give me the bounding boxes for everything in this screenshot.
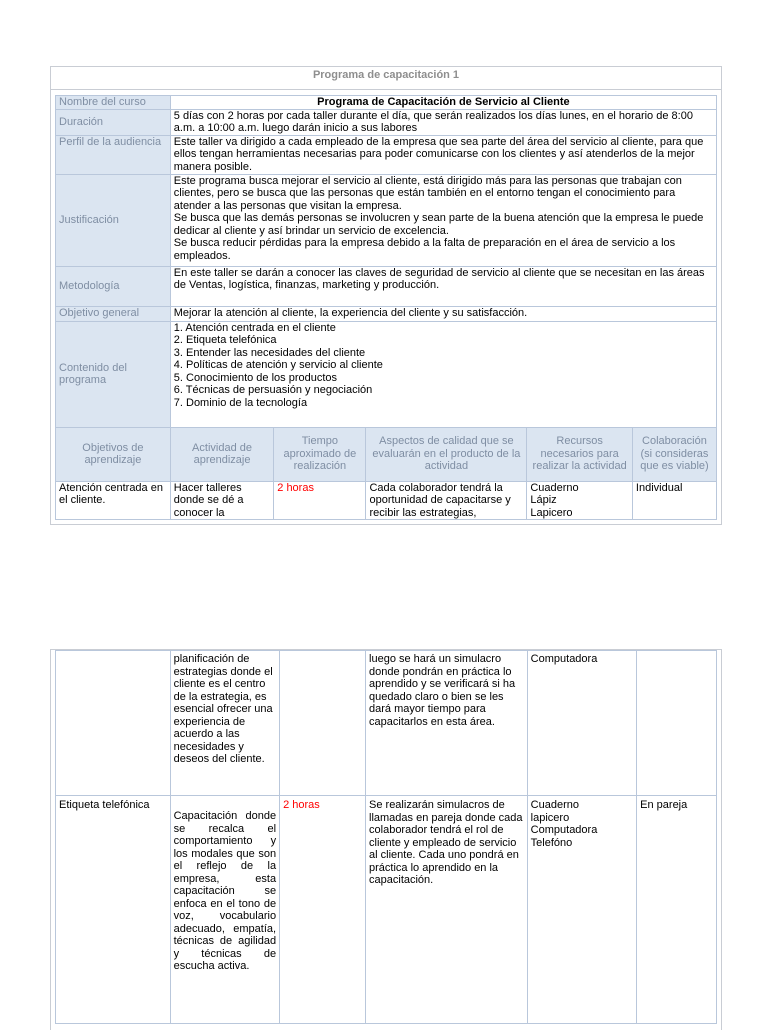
justification-value bbox=[170, 174, 716, 266]
resource-item: lapicero bbox=[530, 811, 570, 824]
label-justification: Justificación bbox=[56, 174, 171, 266]
row2-resources bbox=[527, 796, 636, 1024]
resource-item: Computadora bbox=[530, 824, 598, 836]
label-objective: Objetivo general bbox=[56, 306, 171, 321]
row1-objective-cont bbox=[56, 651, 171, 796]
methodology-value: En este taller se darán a conocer las claves de seguridad de servicio al cliente que se necesitan en las áreas de Ventas, logística, finanzas, marketing y producción. bbox=[170, 266, 716, 306]
justification-paragraph: Este programa busca mejorar el servicio al cliente, está dirigido más para las personas que trabajan con clientes, pero se busca que las personas que están también en el entorno tengan el conocimiento para atender a las personas que visitan la empresa. bbox=[173, 174, 682, 212]
resource-item: Cuaderno bbox=[530, 799, 579, 811]
duration-value: 5 días con 2 horas por cada taller durante el día, que serán realizados los días lunes, en el horario de 8:00 a.m. a 10:00 a.m. luego darán inicio a sus labores bbox=[170, 109, 716, 135]
resource-item: Lápiz bbox=[530, 494, 557, 506]
content-item: 1. Atención centrada en el cliente bbox=[173, 321, 336, 334]
objective-value: Mejorar la atención al cliente, la experiencia del cliente y su satisfacción. bbox=[170, 306, 716, 321]
activities-table bbox=[55, 650, 717, 1024]
course-info-table bbox=[55, 95, 717, 520]
course-name: Programa de Capacitación de Servicio al Cliente bbox=[170, 96, 716, 110]
row2-quality: Se realizarán simulacros de llamadas en pareja donde cada colaborador tendrá el rol de cliente y empleado de servicio al cliente. Cada uno pondrá en práctica lo aprendido en la capacitación. bbox=[366, 796, 528, 1024]
col-objectives: Objetivos de aprendizaje bbox=[56, 427, 171, 481]
col-resources: Recursos necesarios para realizar la actividad bbox=[527, 427, 633, 481]
table-row bbox=[56, 651, 717, 796]
audience-value: Este taller va dirigido a cada empleado de la empresa que sea parte del área del servicio al cliente, para que ellos tengan herramientas necesarias para poder comunicarse con los clientes y así atenderlos de la mejor manera posible. bbox=[170, 135, 716, 174]
content-item: 3. Entender las necesidades del cliente bbox=[173, 346, 366, 359]
label-methodology: Metodología bbox=[56, 266, 171, 306]
col-collab: Colaboración (si consideras que es viable) bbox=[632, 427, 716, 481]
label-course-name: Nombre del curso bbox=[56, 96, 171, 110]
row1-collab: Individual bbox=[632, 481, 716, 520]
program-table-page2 bbox=[50, 649, 722, 1030]
row2-collab: En pareja bbox=[637, 796, 717, 1024]
content-item: 4. Políticas de atención y servicio al cliente bbox=[173, 359, 383, 371]
content-item: 6. Técnicas de persuasión y negociación bbox=[173, 384, 373, 396]
row1-activity: Hacer talleres donde se dé a conocer la bbox=[170, 481, 274, 520]
resource-item: Telefóno bbox=[530, 836, 573, 849]
justification-paragraph: Se busca que las demás personas se involucren y sean parte de la buena atención que la empresa le puede dedicar al cliente y así brindar un servicio de excelencia. bbox=[173, 212, 704, 237]
label-duration: Duración bbox=[56, 109, 171, 135]
justification-paragraph: Se busca reducir pérdidas para la empresa debido a la falta de preparación en el área de servicio a los empleados. bbox=[173, 237, 676, 262]
table-row bbox=[56, 481, 717, 520]
row2-objective: Etiqueta telefónica bbox=[56, 796, 171, 1024]
row1-quality-cont: luego se hará un simulacro donde pondrán en práctica lo aprendido y se verificará si ha quedado claro o bien se les dará mayor tiempo para capacitarlos en esta área. bbox=[366, 651, 528, 796]
content-item: 7. Dominio de la tecnología bbox=[173, 396, 308, 409]
row1-resources bbox=[527, 481, 633, 520]
content-list bbox=[170, 321, 716, 427]
resource-item: Lapicero bbox=[530, 506, 573, 519]
col-time: Tiempo aproximado de realización bbox=[274, 427, 366, 481]
col-activity: Actividad de aprendizaje bbox=[170, 427, 274, 481]
col-quality: Aspectos de calidad que se evaluarán en el producto de la actividad bbox=[366, 427, 527, 481]
row1-activity-cont: planificación de estrategias donde el cliente es el centro de la estrategia, es esencial ofrecer una experiencia de acuerdo a las necesidades y deseos del cliente. bbox=[170, 651, 279, 796]
row1-time-cont bbox=[280, 651, 366, 796]
row1-collab-cont bbox=[637, 651, 717, 796]
row1-time: 2 horas bbox=[274, 481, 366, 520]
row2-time: 2 horas bbox=[280, 796, 366, 1024]
row1-quality: Cada colaborador tendrá la oportunidad de capacitarse y recibir las estrategias, bbox=[366, 481, 527, 520]
program-table-page1 bbox=[50, 66, 722, 525]
program-title: Programa de capacitación 1 bbox=[51, 67, 721, 90]
content-item: 5. Conocimiento de los productos bbox=[173, 371, 338, 384]
row2-activity: Capacitación donde se recalca el comportamiento y los modales que son el reflejo de la empresa, esta capacitación se enfoca en el tono de voz, vocabulario adecuado, empatía, técnicas de agilidad y técnicas de escucha activa. bbox=[170, 796, 279, 1024]
resource-item: Cuaderno bbox=[530, 481, 579, 494]
row1-objective: Atención centrada en el cliente. bbox=[56, 481, 171, 520]
table-row bbox=[56, 796, 717, 1024]
content-item: 2. Etiqueta telefónica bbox=[173, 334, 277, 346]
label-content: Contenido del programa bbox=[56, 321, 171, 427]
label-audience: Perfil de la audiencia bbox=[56, 135, 171, 174]
row1-resources-cont: Computadora bbox=[527, 651, 636, 796]
